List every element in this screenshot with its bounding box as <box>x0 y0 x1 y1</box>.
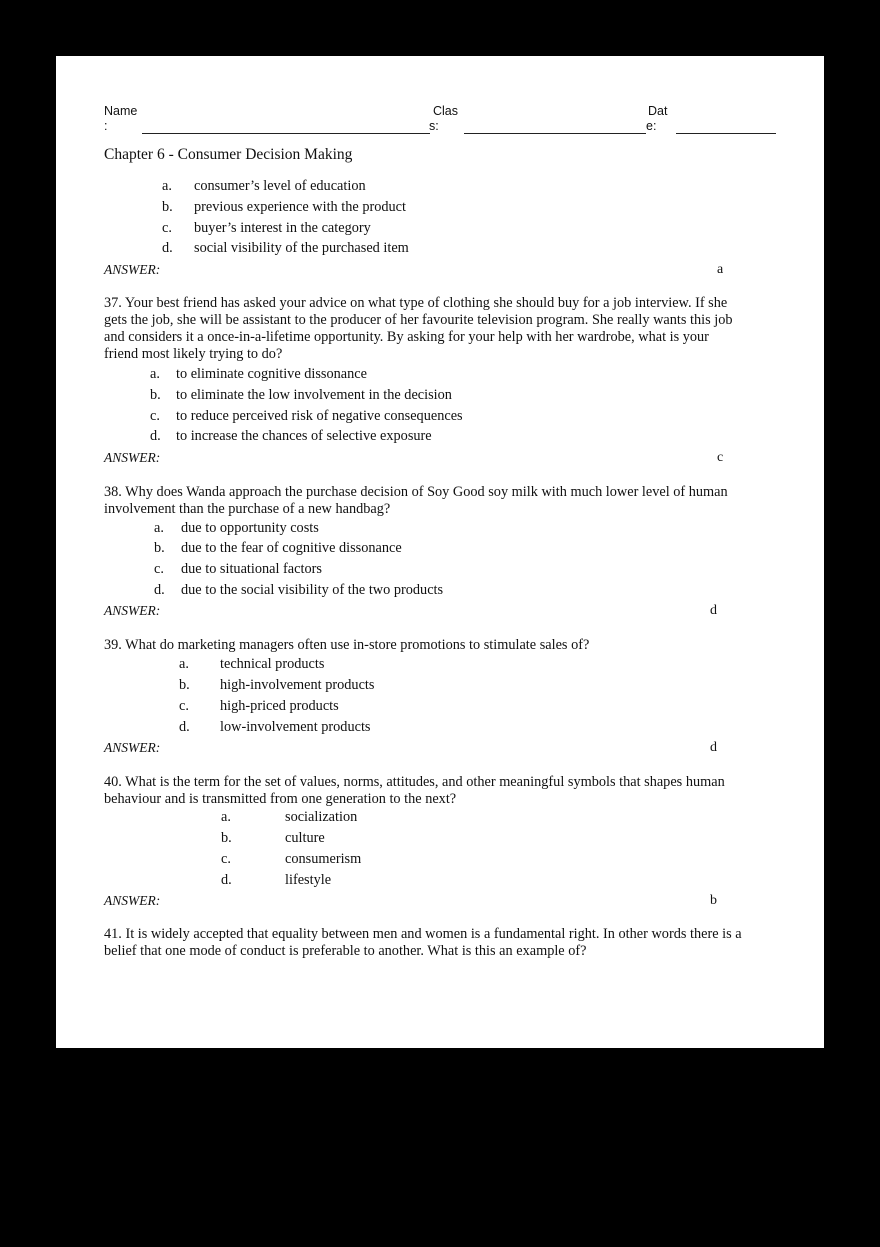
option-letter: a. <box>162 178 172 194</box>
option-letter: a. <box>221 809 231 825</box>
option-text: socialization <box>285 809 358 825</box>
name-label-colon: : <box>104 119 108 133</box>
question-text-line: behaviour and is transmitted from one generation to the next? <box>104 791 457 807</box>
question-text-line: 39. What do marketing managers often use in-store promotions to stimulate sales of? <box>104 637 590 653</box>
answer-label: ANSWER: <box>104 603 161 618</box>
option-letter: d. <box>162 240 173 256</box>
option-text: due to opportunity costs <box>181 520 319 536</box>
question-text-line: gets the job, she will be assistant to the producer of her favourite television program. She really wants this job <box>104 312 733 328</box>
option-letter: c. <box>221 851 231 867</box>
option-letter: a. <box>154 520 164 536</box>
option-text: lifestyle <box>285 872 332 888</box>
question-text-line: and considers it a once-in-a-lifetime opportunity. By asking for your help with her wardrobe, what is your <box>104 329 709 345</box>
option-text: due to the fear of cognitive dissonance <box>181 540 402 556</box>
option-letter: b. <box>221 830 232 846</box>
name-label: Name <box>104 104 138 118</box>
answer-label: ANSWER: <box>104 740 161 755</box>
answer-value: d <box>710 740 717 755</box>
option-text: to reduce perceived risk of negative consequences <box>176 408 463 424</box>
option-letter: b. <box>154 540 165 556</box>
date-field-line[interactable] <box>676 133 776 134</box>
option-text: buyer’s interest in the category <box>194 220 371 236</box>
option-text: consumer’s level of education <box>194 178 366 194</box>
option-letter: b. <box>179 677 190 693</box>
option-letter: c. <box>150 408 160 424</box>
option-text: technical products <box>220 656 325 672</box>
class-label: Clas <box>433 104 459 118</box>
option-text: social visibility of the purchased item <box>194 240 409 256</box>
date-label: Dat <box>648 104 668 118</box>
option-text: due to the social visibility of the two products <box>181 582 444 598</box>
option-letter: c. <box>162 220 172 236</box>
option-text: to increase the chances of selective exposure <box>176 428 432 444</box>
question-text-line: 41. It is widely accepted that equality between men and women is a fundamental right. In other words there is a <box>104 926 742 942</box>
option-text: low-involvement products <box>220 719 371 735</box>
chapter-title: Chapter 6 - Consumer Decision Making <box>104 146 353 163</box>
date-label-suffix: e: <box>646 119 657 133</box>
class-field-line[interactable] <box>464 133 646 134</box>
option-letter: d. <box>150 428 161 444</box>
option-text: high-involvement products <box>220 677 375 693</box>
option-letter: d. <box>179 719 190 735</box>
answer-value: a <box>717 262 724 277</box>
option-letter: b. <box>162 199 173 215</box>
option-text: to eliminate cognitive dissonance <box>176 366 367 382</box>
question-text-line: friend most likely trying to do? <box>104 346 283 362</box>
answer-label: ANSWER: <box>104 262 161 277</box>
option-letter: d. <box>154 582 165 598</box>
option-text: previous experience with the product <box>194 199 406 215</box>
question-text-line: belief that one mode of conduct is preferable to another. What is this an example of? <box>104 943 587 959</box>
option-text: high-priced products <box>220 698 339 714</box>
answer-label: ANSWER: <box>104 450 161 465</box>
question-text-line: 37. Your best friend has asked your advice on what type of clothing she should buy for a job interview. If she <box>104 295 728 311</box>
answer-value: d <box>710 603 717 618</box>
question-text-line: 40. What is the term for the set of values, norms, attitudes, and other meaningful symbols that shapes human <box>104 774 725 790</box>
option-letter: d. <box>221 872 232 888</box>
option-text: consumerism <box>285 851 362 867</box>
class-label-suffix: s: <box>429 119 439 133</box>
answer-value: c <box>717 450 724 465</box>
option-text: due to situational factors <box>181 561 322 577</box>
question-text-line: 38. Why does Wanda approach the purchase decision of Soy Good soy milk with much lower level of human <box>104 484 728 500</box>
option-letter: c. <box>179 698 189 714</box>
answer-value: b <box>710 893 717 908</box>
document-page <box>56 56 824 1048</box>
option-text: to eliminate the low involvement in the decision <box>176 387 452 403</box>
option-letter: a. <box>150 366 160 382</box>
option-letter: c. <box>154 561 164 577</box>
question-text-line: involvement than the purchase of a new handbag? <box>104 501 391 517</box>
option-letter: b. <box>150 387 161 403</box>
answer-label: ANSWER: <box>104 893 161 908</box>
option-text: culture <box>285 830 325 846</box>
option-letter: a. <box>179 656 189 672</box>
name-field-line[interactable] <box>142 133 430 134</box>
